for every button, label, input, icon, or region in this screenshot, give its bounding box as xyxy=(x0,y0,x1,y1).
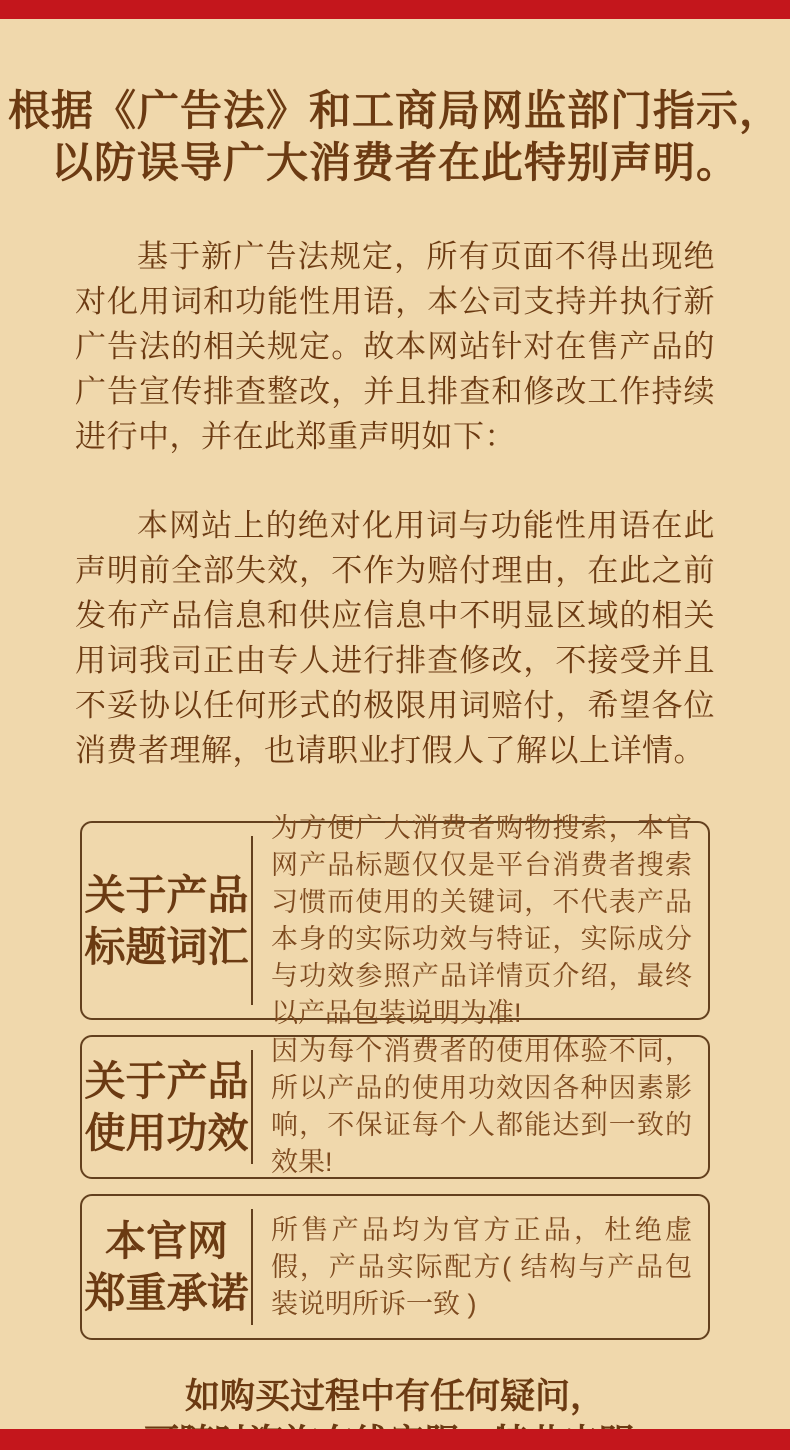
bottom-red-bar xyxy=(0,1429,790,1450)
notice-box-label-line1: 关于产品 xyxy=(84,1058,249,1104)
notice-box-text-content: 为方便广大消费者购物搜索，本官网产品标题仅仅是平台消费者搜索习惯而使用的关键词，不代表产品本身的实际功效与特证，实际成分与功效参照产品详情页介绍，最终以产品包装说明为准! xyxy=(271,812,692,1028)
top-red-bar xyxy=(0,0,790,19)
notice-box-label xyxy=(82,1196,251,1338)
statement-paragraph-1: 基于新广告法规定，所有页面不得出现绝对化用词和功能性用语，本公司支持并执行新广告法的相关规定。故本网站针对在售产品的广告宣传排查整改，并且排查和修改工作持续进行中，并在此郑重声明如下： xyxy=(75,239,715,454)
page-title xyxy=(0,0,790,190)
notice-box-usage-effect xyxy=(80,1035,710,1179)
notice-box-label xyxy=(82,1037,251,1177)
notice-box-label-line2: 使用功效 xyxy=(84,1110,249,1156)
footer-note-line1: 如购买过程中有任何疑问， xyxy=(184,1377,605,1416)
notice-box-text xyxy=(253,1037,708,1177)
notice-box-text xyxy=(253,812,708,1028)
notice-box-label-line2: 郑重承诺 xyxy=(84,1270,249,1316)
notice-box-text-content: 因为每个消费者的使用体验不同，所以产品的使用功效因各种因素影响，不保证每个人都能达到一致的效果! xyxy=(271,1036,692,1177)
notice-box-text xyxy=(253,1196,708,1338)
notice-box-title-keywords xyxy=(80,812,710,1028)
page-title-line1: 根据《广告法》和工商局网监部门指示， xyxy=(7,89,782,135)
notice-box-label-line2: 标题词汇 xyxy=(84,923,249,970)
statement-body xyxy=(75,234,715,773)
notice-box-label-line1: 本官网 xyxy=(105,1218,228,1264)
statement-paragraph-2: 本网站上的绝对化用词与功能性用语在此声明前全部失效，不作为赔付理由，在此之前发布产品信息和供应信息中不明显区域的相关用词我司正由专人进行排查修改，不接受并且不妥协以任何形式的极限用词赔付，希望各位消费者理解，也请职业打假人了解以上详情。 xyxy=(75,508,715,768)
notice-box-list xyxy=(80,812,710,1340)
notice-box-official-promise xyxy=(80,1194,710,1340)
notice-box-text-content: 所售产品均为官方正品，杜绝虚假，产品实际配方( 结构与产品包装说明所诉一致 ) xyxy=(271,1214,692,1319)
page-title-line2: 以防误导广大消费者在此特别声明。 xyxy=(50,141,739,187)
notice-box-label-line1: 关于产品 xyxy=(84,871,249,918)
notice-box-label xyxy=(82,823,251,1018)
